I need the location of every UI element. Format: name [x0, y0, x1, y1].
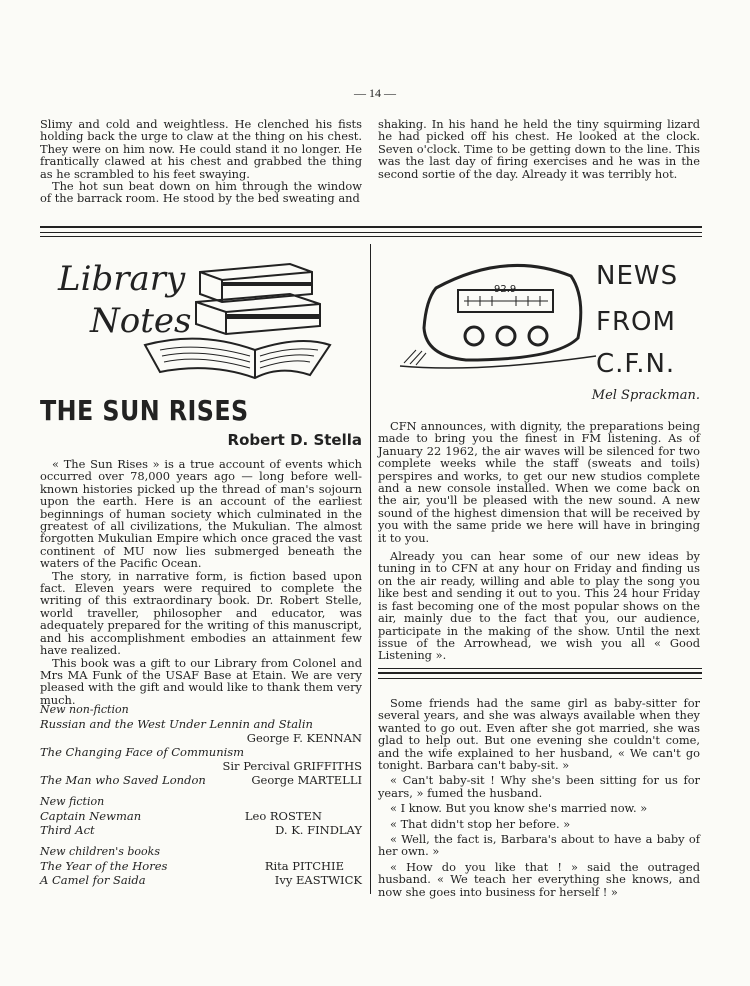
svg-text:C.F.N.: C.F.N. — [596, 349, 676, 379]
joke-paragraph: « Well, the fact is, Barbara's about to have a baby of her own. » — [378, 832, 700, 859]
section-divider — [378, 672, 702, 674]
article-paragraph: The story, in narrative form, is fiction based upon fact. Eleven years were required to complete the writing of this extraordinary book. Dr. Robert Stelle, world traveller, philosopher and educator, was adequately prepared for the writing of this manuscript, and his accomplishment embodies an attainment few have realized. — [40, 568, 362, 658]
book-title: Russian and the West Under Lennin and Stalin — [40, 717, 313, 731]
book-author: Leo ROSTEN — [244, 809, 322, 823]
article-paragraph: This book was a gift to our Library from Colonel and Mrs MA Funk of the USAF Base at Etain. We are very pleased with the gift and would like to thank them very much. — [40, 655, 362, 707]
book-entry — [40, 773, 362, 787]
book-title: Third Act — [40, 823, 95, 837]
book-entry — [40, 873, 362, 887]
joke-paragraph: « Can't baby-sit ! Why she's been sitting for us for years, » fumed the husband. — [378, 773, 700, 800]
book-title: The Changing Face of Communism — [40, 745, 245, 759]
book-author: Rita PITCHIE — [264, 859, 344, 873]
books-illustration-icon — [50, 250, 340, 385]
article-paragraph: « The Sun Rises » is a true account of events which occurred over 78,000 years ago — long before well-known histories picked up the thread of man's sojourn upon the earth. Here is an account of the earliest beginnings of human society which culminated in the greatest of all civilizations, the Mukulian. The almost forgotten Mukulian Empire which once graced the vast continent of MU now lies submerged beneath the waters of the Pacific Ocean. — [40, 457, 362, 571]
story-paragraph: Slimy and cold and weightless. He clenched his fists holding back the urge to claw at the thing on his chest. They were on him now. He could stand it no longer. He frantically clawed at his chest and grabbed the thing as he scrambled to his feet swaying. — [40, 117, 362, 181]
section-heading: New non-fiction — [40, 703, 129, 716]
section-heading: New children's books — [40, 845, 160, 858]
svg-text:Notes: Notes — [90, 301, 192, 341]
radio-dial-label: 92.9 — [494, 284, 517, 295]
library-logo-text: Library — [58, 259, 186, 299]
story-paragraph: The hot sun beat down on him through the window of the barrack room. He stood by the bed sweating and — [40, 179, 362, 206]
section-divider — [378, 668, 702, 669]
story-right-column — [378, 118, 700, 180]
book-title: The Year of the Hores — [40, 859, 168, 873]
book-author: George F. KENNAN — [246, 731, 362, 745]
book-author: Sir Percival GRIFFITHS — [222, 759, 362, 773]
book-author: Ivy EASTWICK — [274, 873, 362, 887]
section-divider — [40, 236, 702, 237]
book-entry — [40, 809, 362, 823]
section-heading: New fiction — [40, 795, 105, 808]
book-title: The Man who Saved London — [40, 773, 206, 787]
page-number: — 14 — — [354, 86, 396, 100]
cfn-paragraph: CFN announces, with dignity, the preparations being made to bring you the finest in FM listening. As of January 22 1962, the air waves will be silenced for two complete weeks while the staff (sweats and toils) perspires and works, to get our new studios complete and a new console installed. When we come back on the air, you'll be pleased with the new sound. A new sound of the highest dimension that will be received by you with the same pride we here will have in bringing it to you. — [378, 419, 700, 545]
joke-paragraph: Some friends had the same girl as baby-sitter for several years, and she was always available when they wanted to go out. Even after she got married, she was glad to help out. But one evening she couldn't come, and the wife explained to her husband, « We can't go tonight. Barbara can't baby-sit. » — [378, 696, 700, 773]
column-divider — [370, 244, 371, 894]
library-notes-logo — [50, 250, 340, 385]
library-article-body — [40, 458, 362, 706]
svg-text:FROM: FROM — [596, 307, 676, 337]
book-lists — [40, 703, 362, 887]
section-divider — [40, 232, 702, 233]
section-divider — [40, 226, 702, 228]
article-byline: Robert D. Stella — [227, 431, 362, 449]
section-divider — [378, 678, 702, 679]
cfn-article-body — [378, 420, 700, 662]
joke-paragraph: « I know. But you know she's married now. » — [390, 801, 648, 816]
article-headline: THE SUN RISES — [40, 394, 249, 427]
joke-article-body — [378, 697, 700, 898]
cfn-logo — [396, 248, 706, 408]
book-title: A Camel for Saida — [40, 873, 146, 887]
joke-paragraph: « How do you like that ! » said the outraged husband. « We teach her everything she knows, and now she goes into business for herself ! » — [378, 859, 700, 899]
story-left-column — [40, 118, 362, 205]
book-author: George MARTELLI — [251, 773, 362, 787]
radio-icon — [396, 248, 706, 408]
book-entry — [40, 823, 362, 837]
cfn-signature: Mel Sprackman. — [591, 388, 700, 403]
book-title: Captain Newman — [40, 809, 142, 823]
cfn-paragraph: Already you can hear some of our new ideas by tuning in to CFN at any hour on Friday and finding us on the air ready, willing and able to play the song you like best and sending it out to you. This 24 hour Friday is fast becoming one of the most popular shows on the air, mainly due to the fact that you, our audience, participate in the making of the show. Until the next issue of the Arrowhead, we wish you all « Good Listening ». — [378, 549, 700, 663]
book-entry — [40, 859, 362, 873]
story-paragraph: shaking. In his hand he held the tiny squirming lizard he had picked off his chest. He looked at the clock. Seven o'clock. Time to be getting down to the line. This was the last day of firing exercises and he was in the second sortie of the day. Already it was terribly hot. — [378, 117, 700, 181]
svg-text:NEWS: NEWS — [596, 261, 679, 291]
book-author: D. K. FINDLAY — [275, 823, 362, 837]
joke-paragraph: « That didn't stop her before. » — [390, 816, 571, 831]
